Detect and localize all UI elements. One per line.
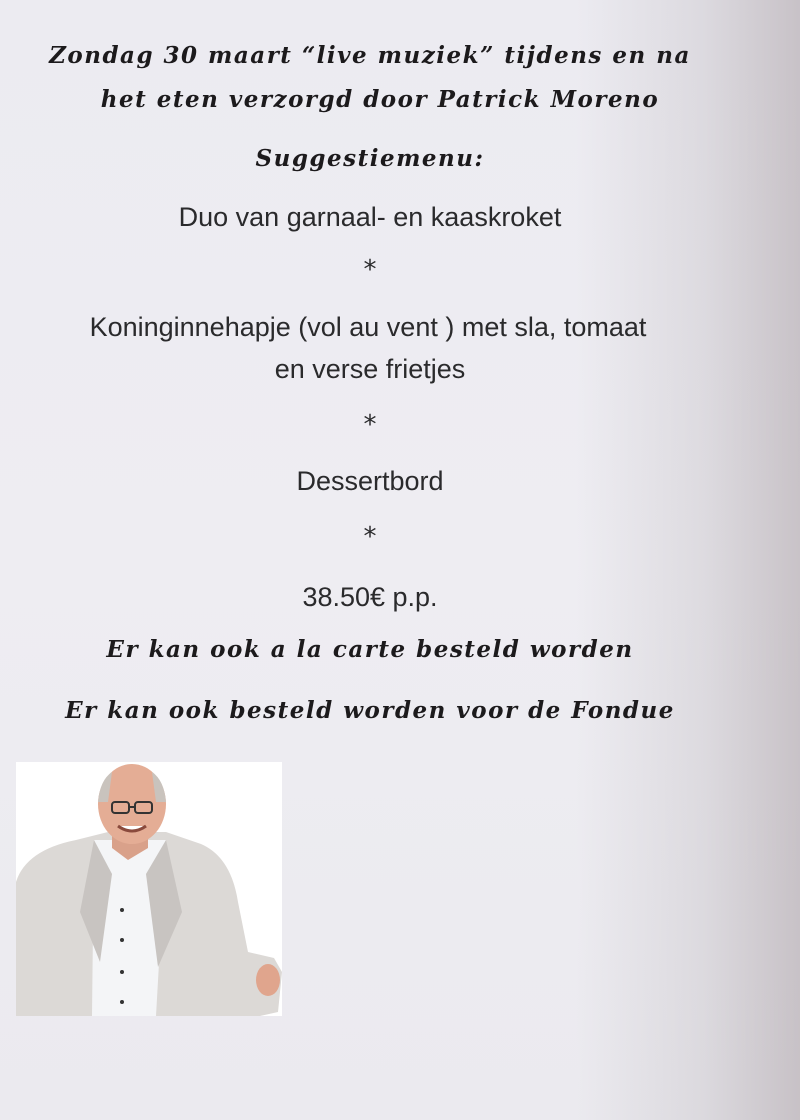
dish-main-line-2: en verse frietjes [274,354,466,384]
note-a-la-carte: Er kan ook a la carte besteld worden [106,636,634,663]
performer-photo [16,762,282,1016]
dish-dessert: Dessertbord [296,466,444,496]
price: 38.50€ p.p. [302,582,438,612]
note-fondue: Er kan ook besteld worden voor de Fondue [65,697,675,724]
menu-title: Suggestiemenu: [255,145,485,172]
headline-line-1: Zondag 30 maart “live muziek” tijdens en na [49,42,691,69]
separator-1: * [363,255,377,285]
separator-2: * [363,410,377,440]
separator-3: * [363,522,377,552]
headline-line-2: het eten verzorgd door Patrick Moreno [100,86,660,113]
dish-starter: Duo van garnaal- en kaaskroket [178,202,562,232]
dish-main-line-1: Koninginnehapje (vol au vent ) met sla, tomaat [89,312,647,342]
